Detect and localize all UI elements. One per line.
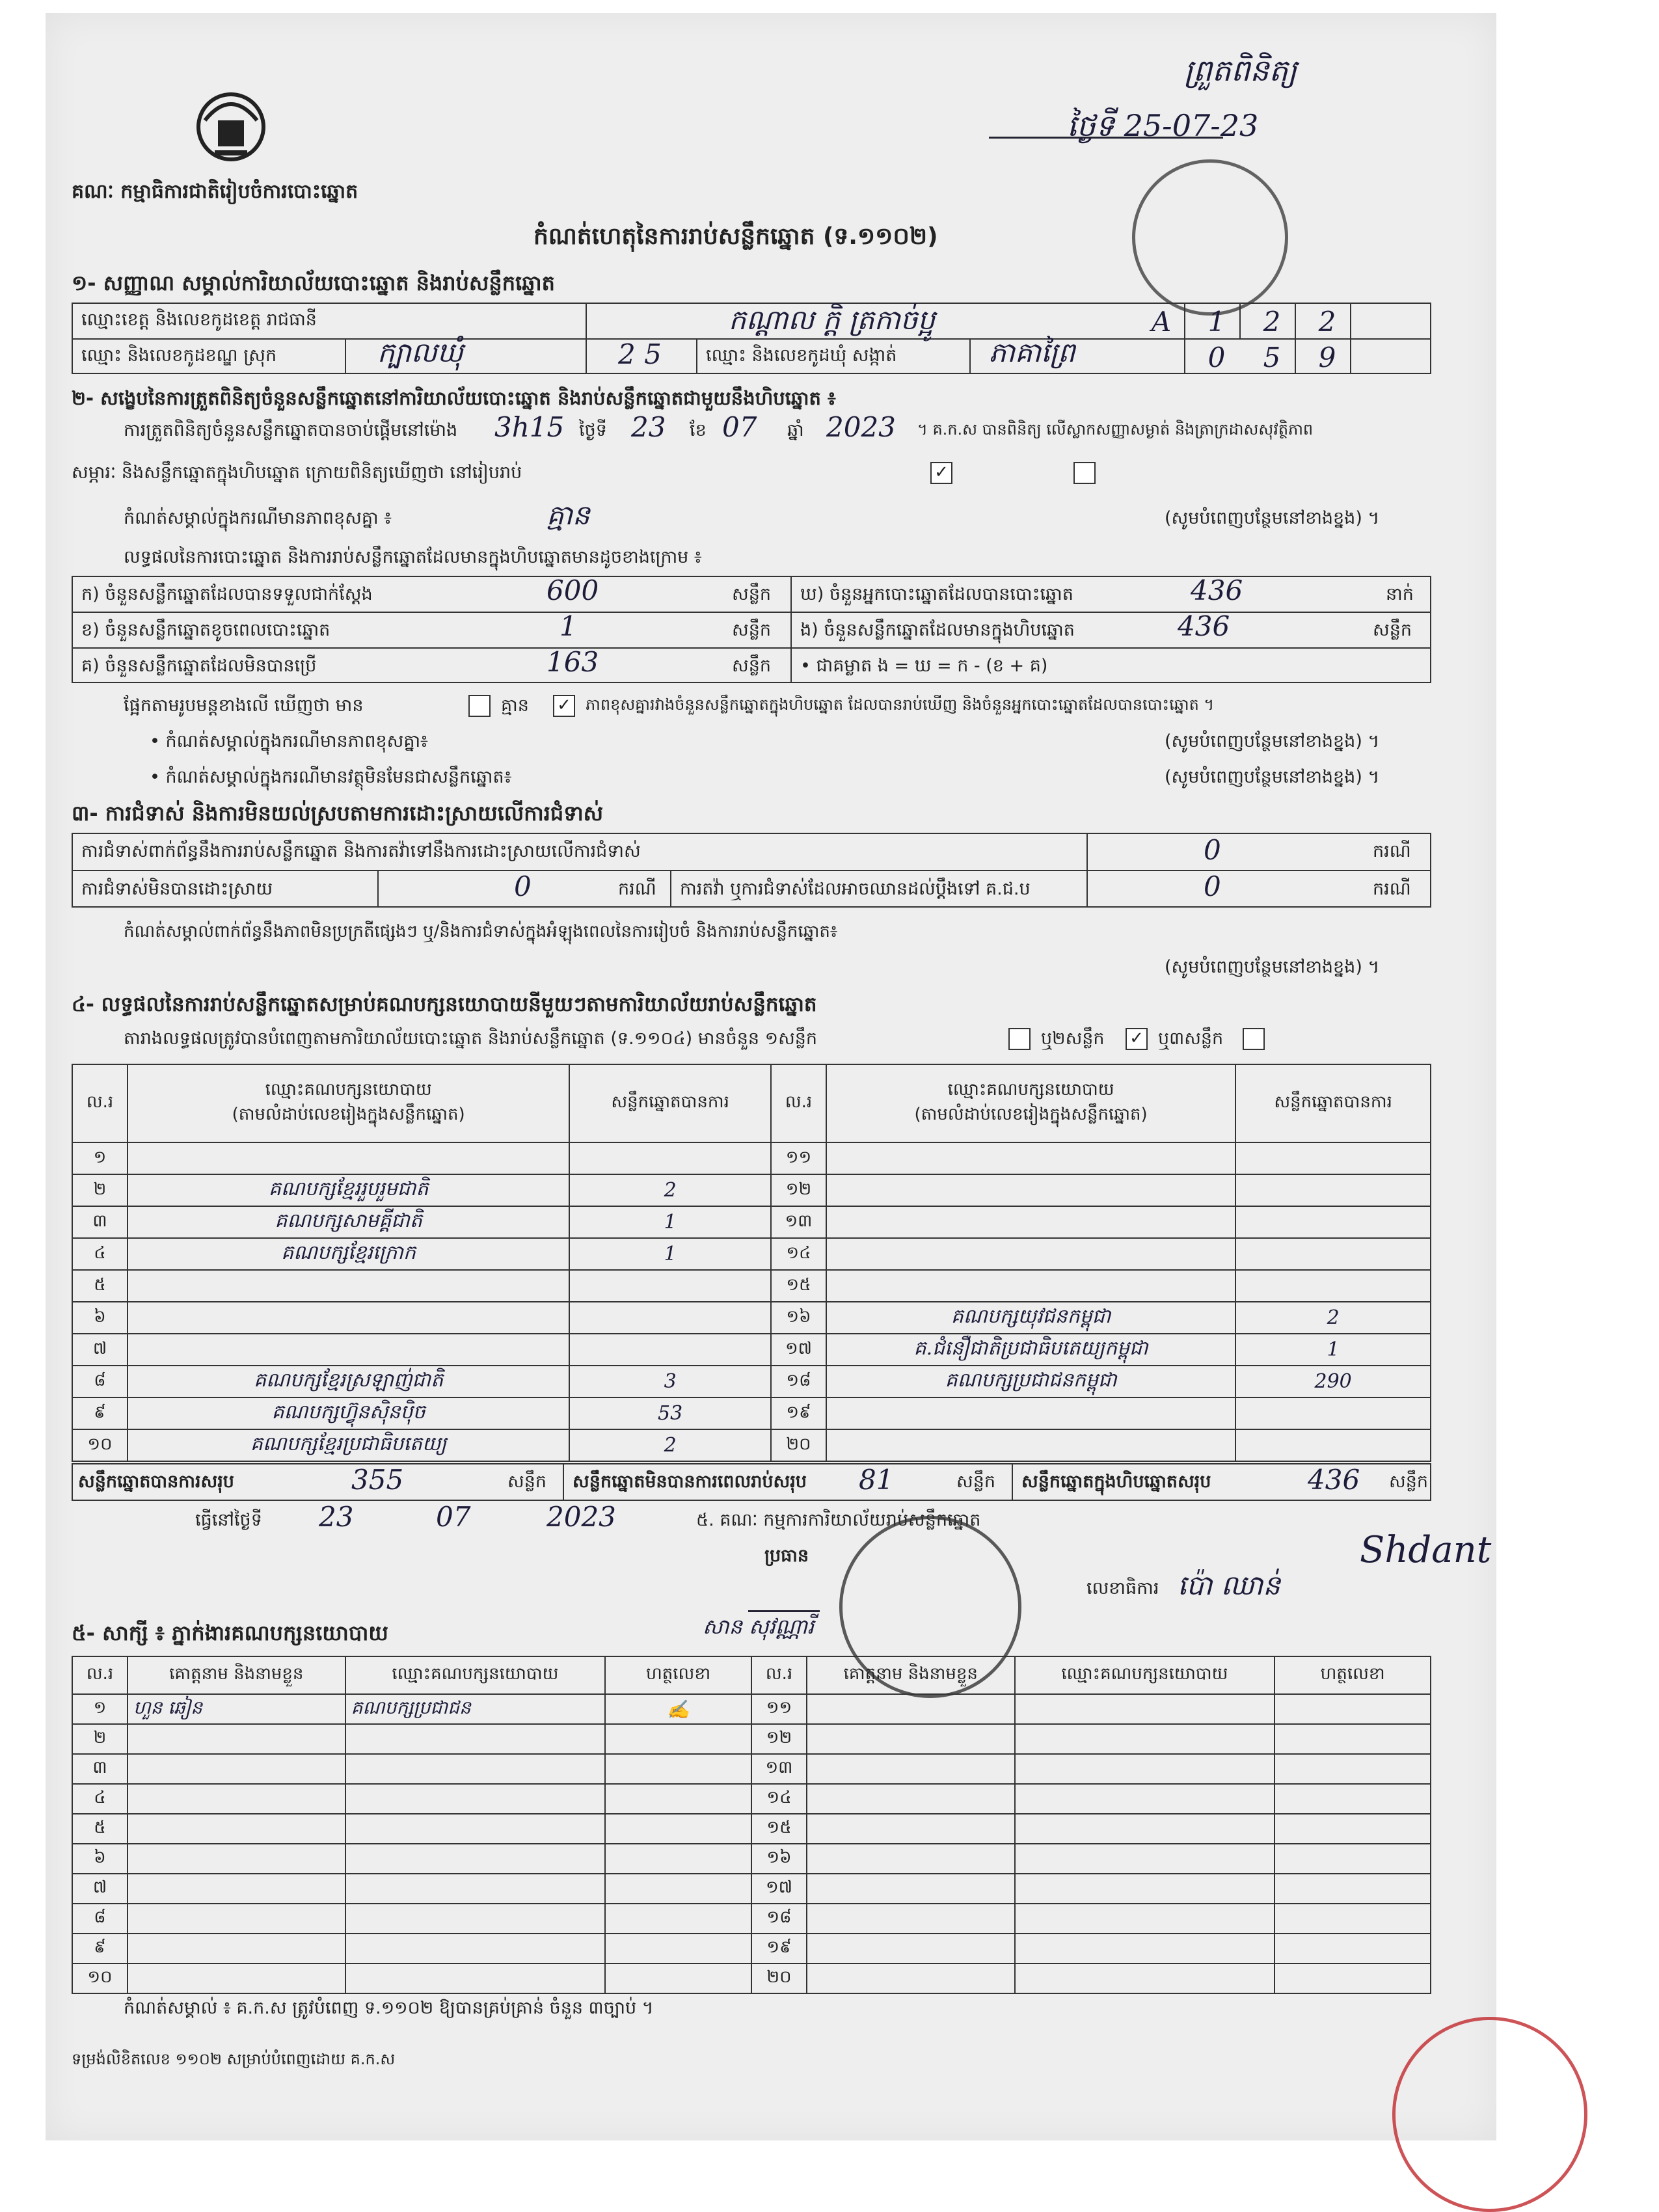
party-votes-2 [1235,1270,1431,1302]
commune-value: ភាគាព្រៃ [989,336,1075,368]
witness-name-2 [807,1724,1015,1754]
secretary-name: ប៉ោ ឈាន់ [1178,1569,1280,1601]
row-no: ១០ [72,1429,128,1461]
party-name [128,1142,569,1174]
province-code-4: 2 [1318,306,1336,338]
row-no-2: ១៤ [771,1238,826,1270]
table-row [72,1844,1431,1874]
district-value: ក្បាលឃុំ [377,336,463,368]
witness-name-2 [807,1754,1015,1784]
form-sheet [46,13,1496,2140]
commune-code-3: 9 [1318,342,1336,373]
irregularities-note-tail: (សូមបំពេញបន្ថែមនៅខាងខ្នង) ។ [1165,957,1380,977]
witness-no: ១០ [72,1963,128,1993]
witness-col-party-2: ឈ្មោះគណបក្សនយោបាយ [1015,1656,1275,1694]
three-sheets-label: ឬ៣សន្លឹក [1158,1029,1224,1049]
witness-col-no: ល.រ [72,1656,128,1694]
chair-label: ប្រធាន [764,1546,809,1566]
table-row [72,1206,1431,1238]
no-discrepancy-checkbox[interactable]: ✓ [553,695,575,717]
party-votes: 2 [569,1174,771,1206]
discrepancy-note-value: គ្មាន [546,499,590,531]
secretary-signature: Shdant [1360,1529,1492,1571]
witness-name [128,1904,345,1934]
witness-col-sign: ហត្ថលេខា [605,1656,751,1694]
witness-name-2 [807,1874,1015,1904]
district-label: ឈ្មោះ និងលេខកូដខណ្ឌ ស្រុក [81,345,277,366]
row-no: ៩ [72,1397,128,1429]
total-invalid-unit: សន្លឹក [956,1472,995,1492]
witness-sign [605,1844,751,1874]
total-box-value: 436 [1308,1464,1360,1496]
received-ballots-value: 600 [546,574,599,606]
row-no: ៨ [72,1366,128,1397]
top-annotation-line1: ព្រួតពិនិត្យ [1184,53,1297,88]
party-name: គណបក្សខ្មែររួបរួមជាតិ [128,1174,569,1206]
witness-no-2: ២០ [751,1963,807,1993]
form-title: កំណត់ហេតុនៃការរាប់សន្លឹកឆ្នោត (ទ.១១០២) [533,223,938,250]
chair-name: សាន សុវណ្ណារី [703,1614,815,1639]
witness-sign [605,1874,751,1904]
unused-ballots-label: គ) ចំនួនសន្លឹកឆ្នោតដែលមិនបានប្រើ [81,656,317,676]
count-day: 23 [631,411,666,443]
party-votes-2 [1235,1397,1431,1429]
party-votes [569,1302,771,1334]
witness-sign-2 [1275,1904,1431,1934]
match-tail: ភាពខុសគ្នារវាងចំនួនសន្លឹកឆ្នោតក្នុងហិបឆ្នោត ដែលបានរាប់ឃើញ និងចំនួនអ្នកបោះឆ្នោតដែលបានបោះឆ្នោត ។ [586,695,1215,714]
received-ballots-label: ក) ចំនួនសន្លឹកឆ្នោតដែលបានទទួលជាក់ស្តែង [81,584,373,604]
match-text: ផ្អែកតាមរូបមន្តខាងលើ ឃើញថា មាន [124,695,364,716]
table-row [72,1874,1431,1904]
witness-party-2 [1015,1844,1275,1874]
witness-no-2: ១៣ [751,1754,807,1784]
commune-code-2: 5 [1263,342,1281,373]
table-row [72,1814,1431,1844]
footnote: កំណត់សម្គាល់ ៖ គ.ក.ស ត្រូវបំពេញ ទ.១១០២ ឱ្យបានគ្រប់គ្រាន់ ចំនួន ៣ច្បាប់ ។ [124,1998,654,2018]
witness-name-2 [807,1844,1015,1874]
witness-name-2 [807,1784,1015,1814]
witness-no: ២ [72,1724,128,1754]
party-votes [569,1270,771,1302]
witness-no: ៩ [72,1934,128,1963]
appeals-unit: ករណី [1373,879,1411,899]
received-ballots-unit: សន្លឹក [732,584,771,604]
witness-name [128,1963,345,1993]
witness-no: ៥ [72,1814,128,1844]
col-party-header-2: ឈ្មោះគណបក្សនយោបាយ (តាមលំដាប់លេខរៀងក្នុងសន្លឹកឆ្នោត) [826,1064,1235,1142]
witness-no: ១ [72,1694,128,1724]
party-name-2 [826,1174,1235,1206]
irregularities-note: កំណត់សម្គាល់ពាក់ព័ន្ធនឹងភាពមិនប្រក្រតីផ្សេងៗ ឬ/និងការជំទាស់ក្នុងអំឡុងពេលនៃការរៀបចំ និងការរាប់សន្លឹកឆ្នោត៖ [124,922,838,941]
party-name-2 [826,1429,1235,1461]
objections-value: 0 [1204,834,1221,866]
witness-party [345,1784,606,1814]
total-box-unit: សន្លឹក [1389,1472,1428,1492]
province-code-3: 2 [1263,306,1281,338]
col-no-header: ល.រ [72,1064,128,1142]
year-label: ឆ្នាំ [787,420,804,440]
witness-no-2: ១៩ [751,1934,807,1963]
witness-sign-2 [1275,1963,1431,1993]
note-discrepancy-tail: (សូមបំពេញបន្ថែមនៅខាងខ្នង) ។ [1165,731,1380,751]
date-month: 07 [436,1501,471,1533]
party-name: គណបក្សសាមគ្គីជាតិ [128,1206,569,1238]
row-no: ៤ [72,1238,128,1270]
witness-party: គណបក្សប្រជាជន [345,1694,606,1724]
row-no: ៦ [72,1302,128,1334]
witness-party-2 [1015,1963,1275,1993]
box-ballots-unit: សន្លឹក [1373,620,1412,640]
witness-sign [605,1814,751,1844]
section5-title: ៥- សាក្សី ៖ ភ្នាក់ងារគណបក្សនយោបាយ [72,1621,388,1645]
date-label: ធ្វើនៅថ្ងៃទី [195,1510,262,1530]
table-row [72,1963,1431,1993]
row-no: ៥ [72,1270,128,1302]
witness-name [128,1754,345,1784]
party-votes-2 [1235,1206,1431,1238]
discrepancy-note-tail: (សូមបំពេញបន្ថែមនៅខាងខ្នង) ។ [1165,508,1380,528]
witness-no-2: ១៨ [751,1904,807,1934]
secretary-label: លេខាធិការ [1086,1578,1159,1598]
witness-party [345,1904,606,1934]
total-valid-unit: សន្លឹក [507,1472,546,1492]
date-year: 2023 [546,1501,616,1533]
witness-sign [605,1724,751,1754]
unresolved-unit: ករណី [618,879,656,899]
witness-no: ៣ [72,1754,128,1784]
section2-intro-tail: ។ គ.ក.ស បានពិនិត្យ លើស្លាកសញ្ញាសម្ងាត់ និងត្រាក្រដាសសុវត្ថិភាព [917,420,1314,438]
witness-party [345,1844,606,1874]
round-stamp-icon [1132,159,1288,316]
witness-sign-2 [1275,1754,1431,1784]
section2-intro-line2: សម្ភារៈ និងសន្លឹកឆ្នោតក្នុងហិបឆ្នោត ក្រោយពិនិត្យឃើញថា នៅរៀបរាប់ [72,463,522,483]
note-foreign-objects: • កំណត់សម្គាល់ក្នុងករណីមានវត្ថុមិនមែនជាសន្លឹកឆ្នោត៖ [150,767,512,787]
province-value: កណ្តាល ក្តិ ត្រកាច់ប្អូ [729,304,936,336]
party-votes-2 [1235,1429,1431,1461]
row-no: ២ [72,1174,128,1206]
witness-party-2 [1015,1754,1275,1784]
party-name [128,1270,569,1302]
month-label: ខែ [690,420,707,440]
box-ballots-label: ង) ចំនួនសន្លឹកឆ្នោតដែលមានក្នុងហិបឆ្នោត [800,620,1075,640]
table-row [72,1366,1431,1397]
total-invalid-value: 81 [859,1464,894,1496]
witness-col-name-2: គោត្តនាម និងនាមខ្លួន [807,1656,1015,1694]
witness-no-2: ១៤ [751,1784,807,1814]
row-no-2: ១៣ [771,1206,826,1238]
red-seal-icon [1392,2017,1587,2212]
party-name [128,1334,569,1366]
table-row [72,1174,1431,1206]
row-no-2: ២០ [771,1429,826,1461]
top-annotation-line2: ថ្ងៃទី 25-07-23 [1067,108,1259,143]
section1-title: ១- សញ្ញាណ សម្គាល់ការិយាល័យបោះឆ្នោត និងរាប់សន្លឹកឆ្នោត [72,271,555,295]
witness-party-2 [1015,1784,1275,1814]
province-label: ឈ្មោះខេត្ត និងលេខកូដខេត្ត រាជធានី [81,310,317,330]
count-year: 2023 [826,411,896,443]
witness-party [345,1963,606,1993]
objections-label: ការជំទាស់ពាក់ព័ន្ធនឹងការរាប់សន្លឹកឆ្នោត និងការតវ៉ាទៅនឹងការដោះស្រាយលើការជំទាស់ [81,841,641,861]
party-votes: 2 [569,1429,771,1461]
party-votes: 1 [569,1206,771,1238]
witness-sign-2 [1275,1694,1431,1724]
table-row [72,1904,1431,1934]
witness-no-2: ១៦ [751,1844,807,1874]
row-no: ៣ [72,1206,128,1238]
unresolved-value: 0 [514,870,532,902]
party-name-2 [826,1142,1235,1174]
witness-sign [605,1963,751,1993]
witness-name-2 [807,1814,1015,1844]
witness-name: ហួន ឆៀន [128,1694,345,1724]
row-no-2: ១៥ [771,1270,826,1302]
witness-sign: ✍ [605,1694,751,1724]
appeals-value: 0 [1204,870,1221,902]
witness-sign [605,1934,751,1963]
party-name [128,1302,569,1334]
one-sheet-checkbox[interactable] [1008,1028,1031,1050]
table-row [72,1724,1431,1754]
witness-col-sign-2: ហត្ថលេខា [1275,1656,1431,1694]
witness-name-2 [807,1934,1015,1963]
witness-sign-2 [1275,1784,1431,1814]
witness-name-2 [807,1963,1015,1993]
count-start-time: 3h15 [494,411,565,443]
row-no: ៧ [72,1334,128,1366]
table-row [72,1397,1431,1429]
witness-party [345,1754,606,1784]
witness-name-2 [807,1694,1015,1724]
party-name: គណបក្សខ្មែរប្រជាធិបតេយ្យ [128,1429,569,1461]
col-party-header: ឈ្មោះគណបក្សនយោបាយ (តាមលំដាប់លេខរៀងក្នុងសន្លឹកឆ្នោត) [128,1064,569,1142]
spoiled-ballots-label: ខ) ចំនួនសន្លឹកឆ្នោតខូចពេលបោះឆ្នោត [81,620,330,640]
party-votes-2 [1235,1238,1431,1270]
unused-ballots-unit: សន្លឹក [732,656,771,676]
witness-party-2 [1015,1814,1275,1844]
witness-no-2: ១២ [751,1724,807,1754]
commune-label: ឈ្មោះ និងលេខកូដឃុំ សង្កាត់ [706,345,897,366]
table-row [72,1334,1431,1366]
party-name: គណបក្សខ្មែរស្រឡាញ់ជាតិ [128,1366,569,1397]
objections-unit: ករណី [1373,841,1411,861]
party-name-2 [826,1270,1235,1302]
day-label: ថ្ងៃទី [579,420,607,440]
org-name: គណៈ កម្មាធិការជាតិរៀបចំការបោះឆ្នោត [72,180,358,203]
row-no-2: ១៩ [771,1397,826,1429]
row-no-2: ១៦ [771,1302,826,1334]
unused-ballots-value: 163 [546,646,599,678]
party-votes [569,1334,771,1366]
box-ballots-value: 436 [1178,610,1230,642]
not-intact-checkbox[interactable] [1073,462,1096,484]
two-sheets-label: ឬ២សន្លឹក [1041,1029,1105,1049]
witness-sign [605,1784,751,1814]
witness-party-2 [1015,1694,1275,1724]
witness-sign-2 [1275,1934,1431,1963]
party-votes-2: 290 [1235,1366,1431,1397]
witness-col-no-2: ល.រ [751,1656,807,1694]
two-sheets-checkbox[interactable]: ✓ [1126,1028,1148,1050]
witness-no-2: ១១ [751,1694,807,1724]
row-no-2: ១៨ [771,1366,826,1397]
bottom-note: ទម្រង់លិខិតលេខ ១១០២ សម្រាប់បំពេញដោយ គ.ក.ស [72,2050,396,2068]
witness-no: ៦ [72,1844,128,1874]
witness-name [128,1874,345,1904]
table-row [72,1934,1431,1963]
row-no-2: ១៧ [771,1334,826,1366]
witness-col-name: គោត្តនាម និងនាមខ្លួន [128,1656,345,1694]
witness-no: ៧ [72,1874,128,1904]
district-number: 2 5 [618,338,662,370]
spoiled-ballots-value: 1 [560,610,577,642]
chair-signature-icon [748,1558,820,1612]
party-votes [569,1142,771,1174]
party-name-2 [826,1206,1235,1238]
witness-no-2: ១៧ [751,1874,807,1904]
party-votes: 53 [569,1397,771,1429]
party-name: គណបក្សខ្មែរក្រោក [128,1238,569,1270]
has-discrepancy-checkbox[interactable] [468,695,491,717]
witness-party [345,1724,606,1754]
party-votes-2 [1235,1142,1431,1174]
spoiled-ballots-unit: សន្លឹក [732,620,771,640]
party-votes-2: 2 [1235,1302,1431,1334]
province-code-1: A [1151,306,1172,338]
section3-title: ៣- ការជំទាស់ និងការមិនយល់ស្របតាមការដោះស្រាយលើការជំទាស់ [72,801,604,826]
witness-party-2 [1015,1874,1275,1904]
witness-party [345,1934,606,1963]
party-name-2: គណបក្សយុវជនកម្ពុជា [826,1302,1235,1334]
note-foreign-objects-tail: (សូមបំពេញបន្ថែមនៅខាងខ្នង) ។ [1165,767,1380,787]
witness-table [72,1656,1431,1994]
party-results-table [72,1064,1431,1462]
col-no-header-2: ល.រ [771,1064,826,1142]
witness-party-2 [1015,1904,1275,1934]
date-day: 23 [319,1501,354,1533]
commune-code-1: 0 [1207,342,1226,373]
witness-party [345,1814,606,1844]
party-votes: 3 [569,1366,771,1397]
witness-no: ៨ [72,1904,128,1934]
witness-sign [605,1754,751,1784]
witness-sign-2 [1275,1874,1431,1904]
table-row [72,1429,1431,1461]
col-votes-header-2: សន្លឹកឆ្នោតបានការ [1235,1064,1431,1142]
voters-value: 436 [1191,574,1243,606]
total-valid-value: 355 [351,1464,404,1496]
party-votes-2: 1 [1235,1334,1431,1366]
table-row [72,1694,1431,1724]
witness-sign-2 [1275,1844,1431,1874]
count-month: 07 [722,411,757,443]
witness-no-2: ១៥ [751,1814,807,1844]
witness-no: ៤ [72,1784,128,1814]
total-valid-label: សន្លឹកឆ្នោតបានការសរុប [78,1472,234,1492]
section2-title: ២- សង្ខេបនៃការត្រួតពិនិត្យចំនួនសន្លឹកឆ្នោតនៅការិយាល័យបោះឆ្នោត និងរាប់សន្លឹកឆ្នោតជាមួយនឹងហិបឆ្នោត ៖ [72,387,836,409]
unresolved-label: ការជំទាស់មិនបានដោះស្រាយ [81,879,273,899]
table-row [72,1142,1431,1174]
appeals-label: ការតវ៉ា ឬការជំទាស់ដែលអាចឈានដល់ប្តឹងទៅ គ.ជ.ប [680,879,1031,899]
discrepancy-note-label: កំណត់សម្គាល់ក្នុងករណីមានភាពខុសគ្នា ៖ [124,508,392,528]
national-emblem-icon [189,81,273,166]
total-box-label: សន្លឹកឆ្នោតក្នុងហិបឆ្នោតសរុប [1021,1472,1211,1492]
witness-sign-2 [1275,1724,1431,1754]
witness-name-2 [807,1904,1015,1934]
table-row [72,1270,1431,1302]
formula-label: • ជាគម្លាត ង = ឃ = ក - (ខ + គ) [800,656,1048,676]
no-discrepancy-label: គ្មាន [501,695,529,716]
results-subhead: លទ្ធផលនៃការបោះឆ្នោត និងការរាប់សន្លឹកឆ្នោតដែលមានក្នុងហិបឆ្នោតមានដូចខាងក្រោម ៖ [124,547,702,567]
row-no-2: ១២ [771,1174,826,1206]
committee-label: ៥. គណៈ កម្មការការិយាល័យរាប់សន្លឹកឆ្នោត [696,1510,981,1530]
intact-checkbox[interactable]: ✓ [930,462,952,484]
table-row [72,1784,1431,1814]
party-votes-2 [1235,1174,1431,1206]
province-code-2: 1 [1207,306,1226,338]
witness-party [345,1874,606,1904]
voters-unit: នាក់ [1386,584,1414,604]
party-name-2: គ.ជំនឿជាតិប្រជាធិបតេយ្យកម្ពុជា [826,1334,1235,1366]
total-invalid-label: សន្លឹកឆ្នោតមិនបានការពេលរាប់សរុប [573,1472,807,1492]
row-no-2: ១១ [771,1142,826,1174]
party-name: គណបក្សហ៊្វុនស៊ិនប៉ិច [128,1397,569,1429]
witness-col-party: ឈ្មោះគណបក្សនយោបាយ [345,1656,606,1694]
witness-name [128,1934,345,1963]
col-votes-header: សន្លឹកឆ្នោតបានការ [569,1064,771,1142]
party-name-2 [826,1238,1235,1270]
witness-party-2 [1015,1724,1275,1754]
witness-name [128,1844,345,1874]
party-name-2: គណបក្សប្រជាជនកម្ពុជា [826,1366,1235,1397]
table-row [72,1754,1431,1784]
section4-title: ៤- លទ្ធផលនៃការរាប់សន្លឹកឆ្នោតសម្រាប់គណបក្សនយោបាយនីមួយៗតាមការិយាល័យរាប់សន្លឹកឆ្នោត [72,993,817,1016]
section2-intro: ការត្រួតពិនិត្យចំនួនសន្លឹកឆ្នោតបានចាប់ផ្តើមនៅម៉ោង [124,420,458,440]
three-sheets-checkbox[interactable] [1243,1028,1265,1050]
witness-sign-2 [1275,1814,1431,1844]
party-name-2 [826,1397,1235,1429]
party-votes: 1 [569,1238,771,1270]
signature-icon [989,98,1223,139]
witness-sign [605,1904,751,1934]
note-discrepancy: • កំណត់សម្គាល់ក្នុងករណីមានភាពខុសគ្នា៖ [150,731,428,751]
table-row [72,1238,1431,1270]
witness-party-2 [1015,1934,1275,1963]
row-no: ១ [72,1142,128,1174]
witness-name [128,1724,345,1754]
section4-intro: តារាងលទ្ធផលត្រូវបានបំពេញតាមការិយាល័យបោះឆ្នោត និងរាប់សន្លឹកឆ្នោត (ទ.១១០៤) មានចំនួន ១សន្លឹក [124,1029,818,1049]
table-row [72,1302,1431,1334]
witness-name [128,1784,345,1814]
witness-name [128,1814,345,1844]
voters-label: ឃ) ចំនួនអ្នកបោះឆ្នោតដែលបានបោះឆ្នោត [800,584,1073,604]
